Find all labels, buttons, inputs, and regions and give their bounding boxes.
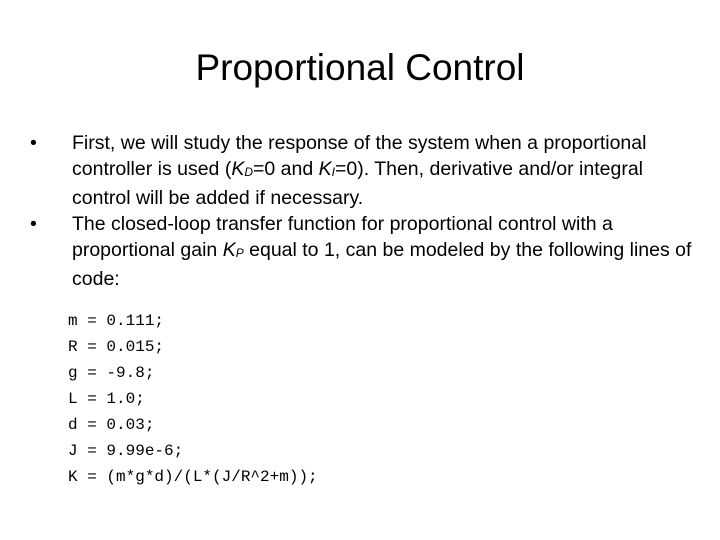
bullet-text: First, we will study the response of the system when a proportional controller is used ( [72, 132, 647, 180]
gain-symbol: K [231, 158, 245, 180]
bullet-item [0, 211, 720, 292]
bullet-text: The closed-loop transfer function for proportional control with a proportional gain [72, 213, 613, 261]
code-line: d = 0.03; [68, 416, 155, 434]
slide-title: Proportional Control [195, 47, 525, 88]
bullet-dot: • [30, 132, 37, 154]
bullet-text: =0). Then, derivative and/or integral control will be added if necessary. [72, 158, 644, 209]
bullet-list [0, 130, 720, 292]
code-line: R = 0.015; [68, 338, 165, 356]
subscript: I [331, 165, 335, 179]
subscript: D [244, 165, 254, 179]
gain-symbol: K [222, 239, 236, 261]
code-line: J = 9.99e-6; [68, 442, 184, 460]
code-line: L = 1.0; [68, 390, 145, 408]
bullet-item [0, 130, 720, 211]
bullet-dot: • [30, 213, 37, 235]
bullet-text: equal to 1, can be modeled by the following lines of code: [72, 239, 692, 290]
gain-symbol: K [318, 158, 332, 180]
code-line: K = (m*g*d)/(L*(J/R^2+m)); [68, 468, 318, 486]
code-block [68, 308, 318, 490]
code-line: g = -9.8; [68, 364, 155, 382]
bullet-text: =0 and [253, 158, 319, 180]
subscript: P [235, 246, 244, 260]
code-line: m = 0.111; [68, 312, 165, 330]
